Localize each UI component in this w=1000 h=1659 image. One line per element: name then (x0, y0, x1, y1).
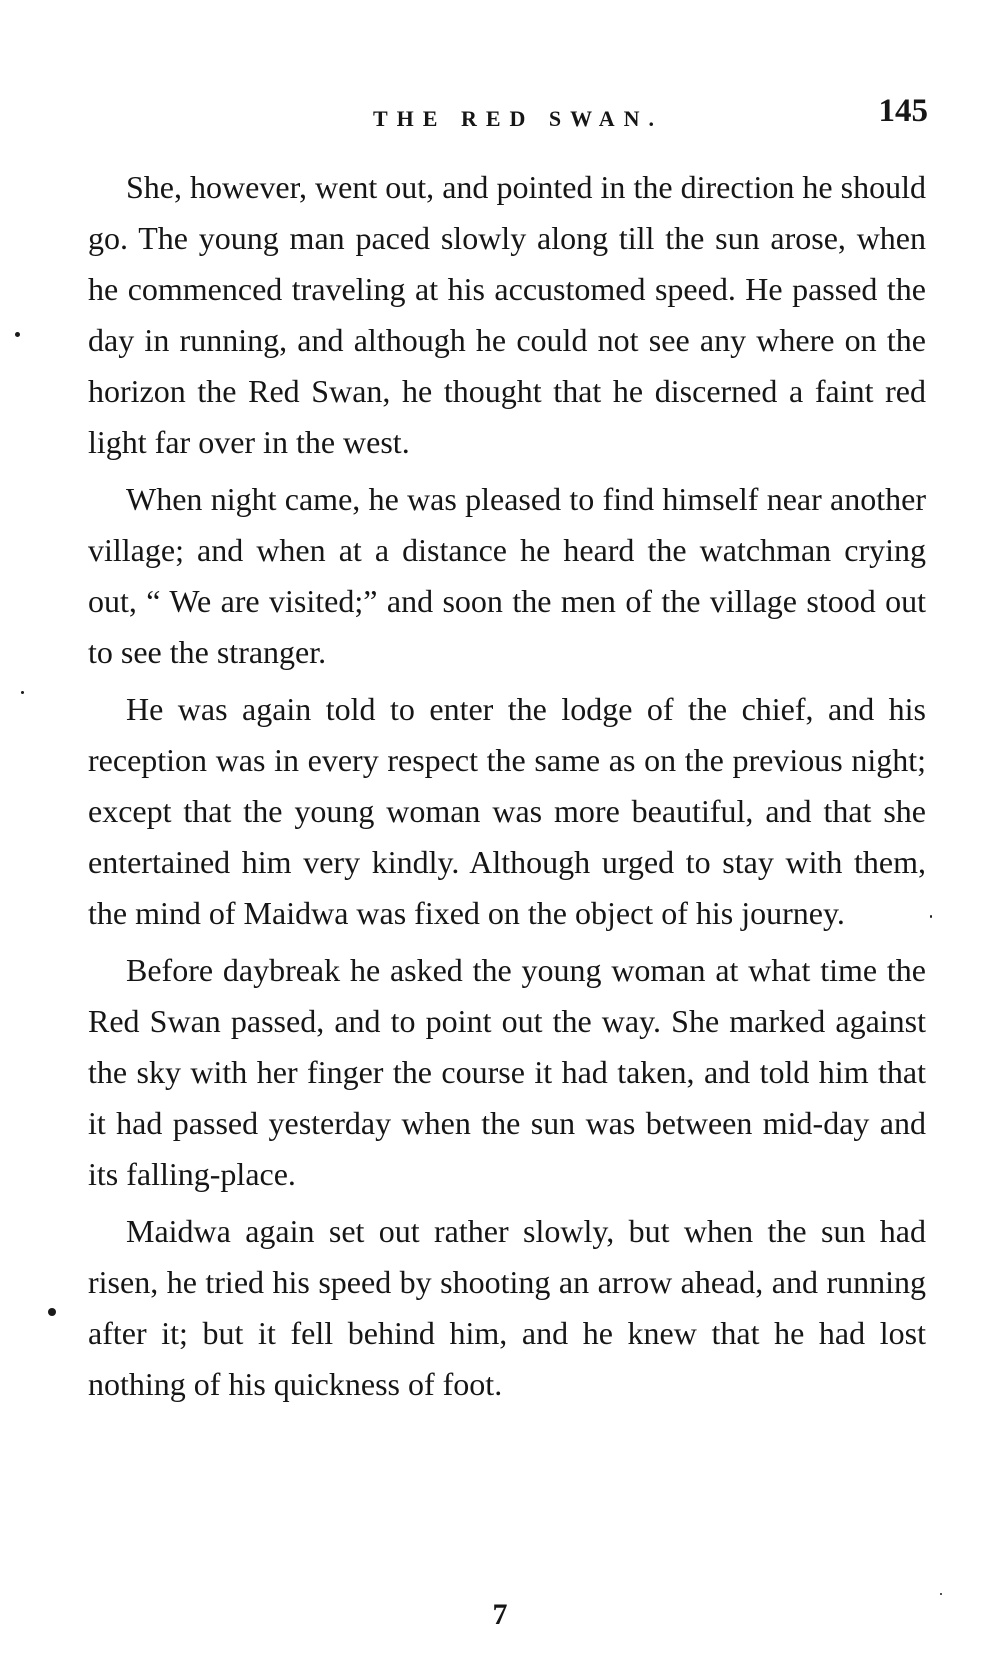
paragraph: He was again told to enter the lodge of the chief, and his reception was in every respect the same as on the previous night; except that the young woman was more beautiful, and that she entertained him very kindly. Although urged to stay with them, the mind of Maidwa was fixed on the object of his journey. (88, 691, 926, 931)
paragraph: She, however, went out, and pointed in the direction he should go. The young man paced slowly along till the sun arose, when he commenced traveling at his accustomed speed. He passed the day in running, and although he could not see any where on the horizon the Red Swan, he thought that he discerned a faint red light far over in the west. (88, 169, 926, 460)
ink-speck (48, 1308, 56, 1316)
paragraph: Maidwa again set out rather slowly, but when the sun had risen, he tried his speed by shooting an arrow ahead, and running after it; but it fell behind him, and he knew that he had lost nothing of his quickness of foot. (88, 1213, 926, 1402)
body-text (88, 162, 926, 1416)
ink-speck (15, 332, 20, 337)
paragraph: Before daybreak he asked the young woman at what time the Red Swan passed, and to point out the way. She marked against the sky with her finger the course it had taken, and told him that it had passed yesterday when the sun was between mid-day and its falling-place. (88, 952, 926, 1192)
running-title: THE RED SWAN. (373, 106, 663, 131)
ink-speck (930, 915, 932, 918)
ink-speck (940, 1593, 942, 1595)
paragraph: When night came, he was pleased to find himself near another village; and when at a distance he heard the watchman crying out, “ We are visited;” and soon the men of the village stood out to see the stranger. (88, 481, 926, 670)
ink-speck (21, 691, 24, 694)
page-header (88, 88, 928, 138)
page-number: 145 (878, 93, 928, 129)
signature-mark: 7 (492, 1598, 508, 1631)
